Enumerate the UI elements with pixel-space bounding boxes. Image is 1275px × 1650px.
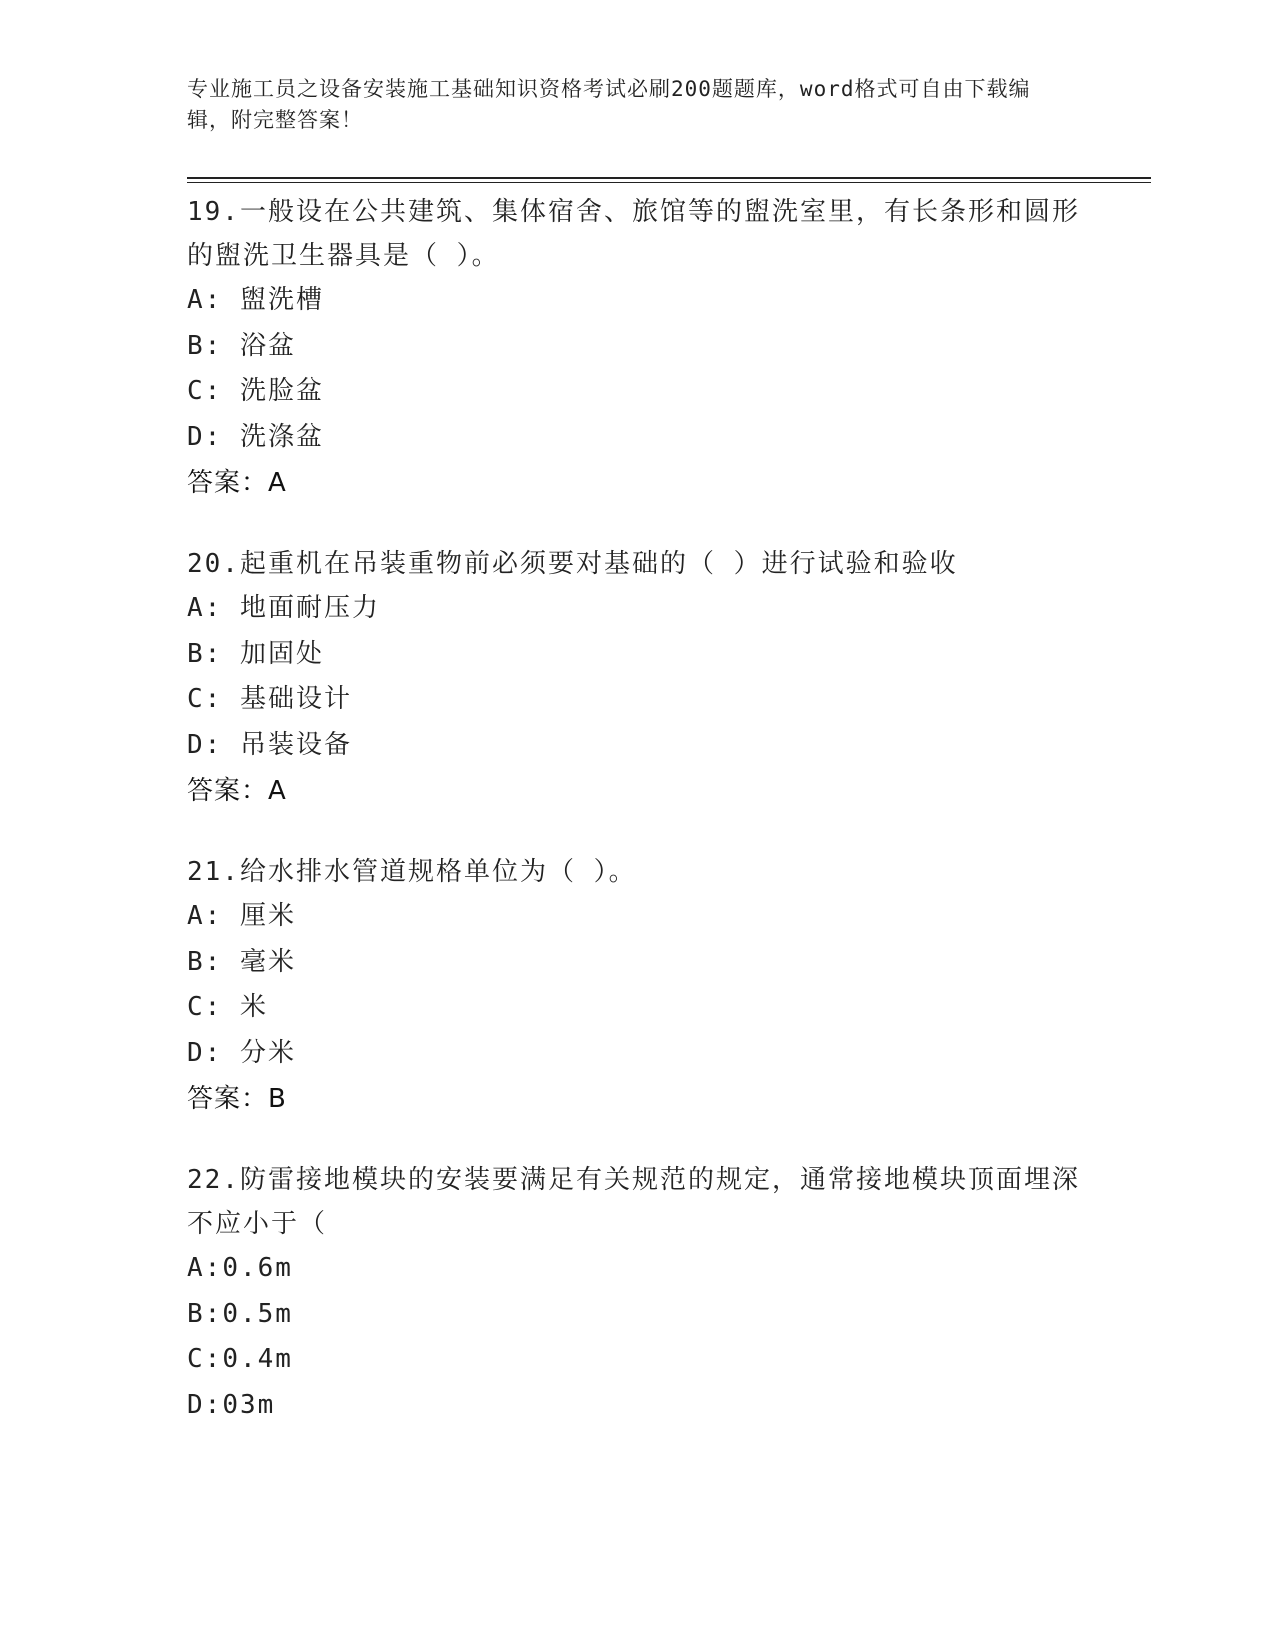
option-d: [187, 1383, 1087, 1429]
option-label: B:: [187, 1298, 223, 1329]
option-text: 地面耐压力: [239, 593, 380, 623]
question-22: [187, 1158, 1087, 1428]
question-text: 22.防雷接地模块的安装要满足有关规范的规定，通常接地模块顶面埋深不应小于（: [187, 1165, 1080, 1239]
option-label: B:: [187, 946, 223, 977]
option-text: 吊装设备: [239, 729, 352, 760]
answer-text: 答案：A: [187, 468, 287, 498]
option-label: D:: [187, 1037, 223, 1068]
option-d: [187, 1031, 1087, 1077]
option-text: 基础设计: [239, 684, 352, 714]
option-d: [187, 723, 1087, 769]
option-b: [187, 940, 1087, 986]
option-a: [187, 1246, 1087, 1292]
option-label: C:: [187, 992, 223, 1022]
option-text: 盥洗槽: [239, 285, 324, 315]
option-label: A:: [187, 1253, 223, 1283]
document-header: 专业施工员之设备安装施工基础知识资格考试必刷200题题库，word格式可自由下载编辑，附完整答案！: [187, 77, 1031, 132]
question-20: [187, 542, 1087, 814]
option-b: [187, 324, 1087, 370]
option-label: C:: [187, 1344, 223, 1374]
option-text: 03m: [222, 1389, 276, 1420]
question-list: [187, 190, 1087, 1464]
header-divider-thick: [187, 177, 1151, 179]
option-text: 加固处: [239, 638, 324, 669]
option-label: B:: [187, 638, 223, 669]
option-text: 0.5m: [222, 1298, 293, 1329]
answer-text: 答案：B: [187, 1084, 287, 1114]
option-label: D:: [187, 1389, 223, 1420]
option-c: [187, 1337, 1087, 1383]
question-21: [187, 850, 1087, 1122]
option-text: 洗脸盆: [239, 376, 324, 406]
option-label: D:: [187, 729, 223, 760]
option-label: A:: [187, 901, 223, 931]
question-19: [187, 190, 1087, 506]
option-label: D:: [187, 421, 223, 452]
option-d: [187, 415, 1087, 461]
question-text: 21.给水排水管道规格单位为（ ）。: [187, 857, 637, 887]
option-c: [187, 985, 1087, 1031]
option-text: 厘米: [239, 901, 296, 931]
header-divider-thin: [187, 182, 1151, 183]
option-text: 浴盆: [239, 330, 296, 361]
option-b: [187, 1292, 1087, 1338]
option-label: A:: [187, 285, 223, 315]
option-a: [187, 894, 1087, 940]
option-label: A:: [187, 593, 223, 623]
option-c: [187, 677, 1087, 723]
option-text: 洗涤盆: [239, 421, 324, 452]
option-text: 0.4m: [222, 1344, 293, 1374]
option-label: B:: [187, 330, 223, 361]
option-a: [187, 586, 1087, 632]
option-label: C:: [187, 376, 223, 406]
option-c: [187, 369, 1087, 415]
option-label: C:: [187, 684, 223, 714]
option-text: 米: [239, 992, 268, 1022]
question-text: 20.起重机在吊装重物前必须要对基础的（ ）进行试验和验收: [187, 549, 958, 579]
option-text: 0.6m: [222, 1253, 293, 1283]
answer-text: 答案：A: [187, 776, 287, 806]
option-b: [187, 632, 1087, 678]
question-text: 19.一般设在公共建筑、集体宿舍、旅馆等的盥洗室里，有长条形和圆形的盥洗卫生器具是（ ）。: [187, 197, 1080, 271]
option-a: [187, 278, 1087, 324]
option-text: 毫米: [239, 946, 296, 977]
option-text: 分米: [239, 1037, 296, 1068]
